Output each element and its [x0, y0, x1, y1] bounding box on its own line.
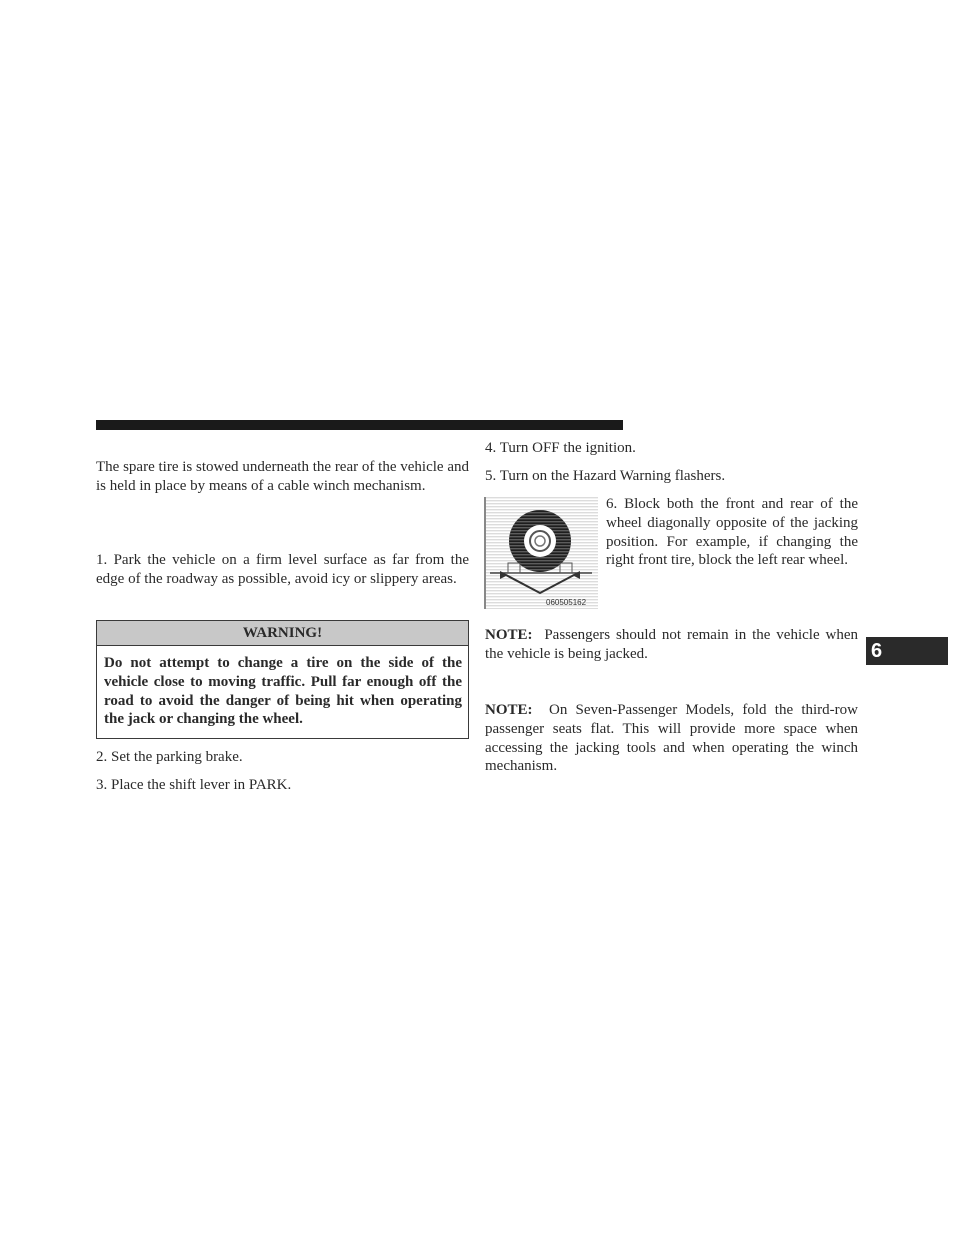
step-2-text: 2. Set the parking brake. — [96, 749, 243, 765]
note-text: Passengers should not remain in the vehicle when the vehicle is being jacked. — [485, 627, 859, 662]
step-6-text: 6. Block both the front and rear of the wheel diagonally opposite of the jacking position. For example, if changing the right front tire, block the left rear wheel. — [606, 496, 858, 569]
step-3-text: 3. Place the shift lever in PARK. — [96, 777, 292, 793]
step-4-text: 4. Turn OFF the ignition. — [485, 440, 636, 456]
section-header-rule — [96, 420, 623, 430]
note-label: NOTE: — [485, 702, 533, 718]
step-1-text: 1. Park the vehicle on a firm level surface as far from the edge of the roadway as possible, avoid icy or slippery areas. — [96, 552, 469, 587]
warning-box — [96, 620, 469, 739]
warning-title: WARNING! — [97, 621, 468, 646]
figure-code: 060505162 — [546, 598, 587, 607]
wheel-chock-illustration — [484, 497, 598, 609]
warning-text: Do not attempt to change a tire on the side of the vehicle close to moving traffic. Pull far enough off the road to avoid the danger of being hit when operating the jack or changing the wheel. — [104, 655, 462, 728]
note-text: On Seven-Passenger Models, fold the third-row passenger seats flat. This will provide more space when accessing the jacking tools and when operating the winch mechanism. — [485, 702, 858, 775]
intro-paragraph: The spare tire is stowed underneath the rear of the vehicle and is held in place by means of a cable winch mechanism. — [96, 459, 469, 494]
note-passengers — [485, 626, 858, 664]
step-5-text: 5. Turn on the Hazard Warning flashers. — [485, 468, 726, 484]
chapter-tab: 6 — [866, 637, 948, 665]
note-seven-passenger — [485, 701, 858, 776]
wheel-chock-drawing — [484, 497, 598, 609]
note-label: NOTE: — [485, 627, 533, 643]
